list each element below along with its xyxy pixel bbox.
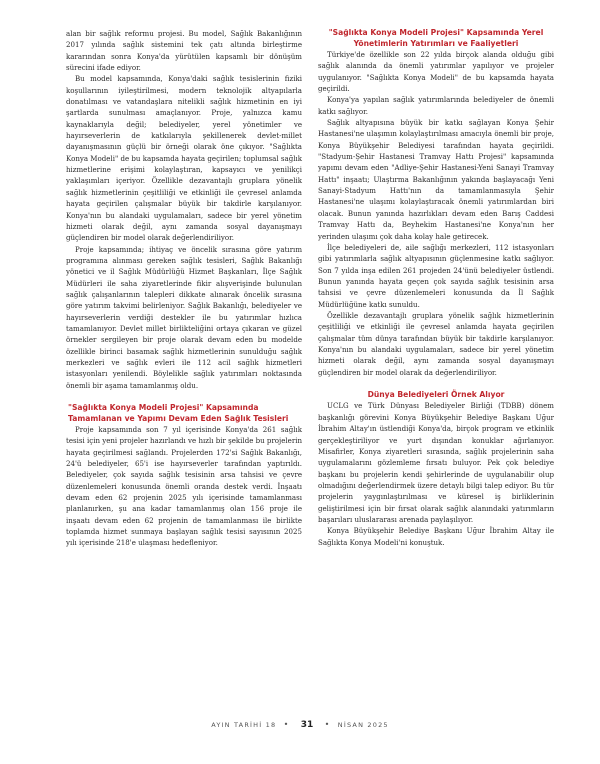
right-column bbox=[318, 28, 554, 548]
paragraph: Konya'ya yapılan sağlık yatırımlarında belediyeler de önemli katkı sağlıyor. bbox=[318, 95, 554, 116]
issue-date: NİSAN 2025 bbox=[337, 721, 389, 729]
paragraph: İlçe belediyeleri de, aile sağlığı merkezleri, 112 istasyonları gibi yatırımlarla sağlık altyapısının güçlenmesine katkı sağlıyor. Son 7 yılda inşa edilen 261 projeden 24'ünü belediyeler üstlendi. Bunun yanında hayata geçen çok sayıda sağlık tesisinin arsa tahsisi ve çevre düzenlemeleri konusunda da İl Sağlık Müdürlüğüne katkı sunuldu. bbox=[318, 242, 554, 309]
section-heading: "Sağlıkta Konya Modeli Projesi" Kapsamında Yerel Yönetimlerin Yatırımları ve Faaliyetleri bbox=[328, 28, 544, 48]
paragraph: Özellikle dezavantajlı gruplara yönelik sağlık hizmetlerinin çeşitliliği ve etkinliği ile çevresel anlamda hayata geçirilen çalışmalar tüm dünya tarafından büyük bir takdirle karşılanıyor. Konya'nın bu alandaki uygulamaları, sadece bir yerel yönetim hizmeti olarak değil, aynı zamanda sosyal dayanışmayı güçlendiren bir model olarak da değerlendiriliyor. bbox=[318, 310, 554, 377]
paragraph: UCLG ve Türk Dünyası Belediyeler Birliği (TDBB) dönem başkanlığı görevini Konya Büyükşehir Belediye Başkanı Uğur İbrahim Altay'ın üstlendiği Konya'da, birçok program ve etkinlik gerçekleştiriliyor ve yurt dışından konuklar ağırlanıyor. Misafirler, Konya ziyaretleri sırasında, sağlık projelerinin saha uygulamalarını gözlemleme fırsatı buluyor. Pek çok belediye başkanı bu projelerin kendi şehirlerinde de uygulanabilir olup olmadığını değerlendirmek üzere detaylı bilgi talep ediyor. Bu tür projelerin yaygınlaştırılması ve küresel iş birliklerinin geliştirilmesi için bir fırsat olarak sağlık alanındaki yatırımların başarıları uluslararası arenada paylaşılıyor. bbox=[318, 401, 554, 524]
page-footer bbox=[0, 720, 600, 730]
left-column bbox=[66, 28, 302, 549]
paragraph: Proje kapsamında; ihtiyaç ve öncelik sırasına göre yatırım programına alınması gereken sağlık tesisleri, Sağlık Bakanlığı yönetici ve il Sağlık Müdürlüğü Hizmet Başkanları, İlçe Sağlık Müdürleri ile saha ziyaretlerinde fikir alışverişinde bulunulan sağlık çalışanlarının talepleri dikkate alınarak öncelik sırasına göre yatırım takvimi belirleniyor. Sağlık Bakanlığı, belediyeler ve hayırseverlerin verdiği destekler ile bu yatırımlar hızlıca tamamlanıyor. Devlet millet birlikteliğini ortaya çıkaran ve güzel örnekler sergileyen bir proje olarak devam eden bu modelde özellikle birinci basamak sağlık hizmetlerinin sunulduğu sağlık merkezleri ve sağlık evleri ile 112 acil sağlık hizmetleri istasyonları yenilendi. Böylelikle sağlık yatırımları noktasında önemli bir aşama tamamlanmış oldu. bbox=[66, 244, 302, 390]
page-number: 31 bbox=[300, 720, 314, 730]
paragraph: Konya Büyükşehir Belediye Başkanı Uğur İbrahim Altay ile Sağlıkta Konya Modeli'ni konuştuk. bbox=[318, 526, 554, 547]
paragraph: Bu model kapsamında, Konya'daki sağlık tesislerinin fiziki koşullarının iyileştirilmesi, modern teknolojik altyapılarla donatılması ve vatandaşlara nitelikli sağlık hizmetinin en iyi şartlarda sunulması amaçlanıyor. Proje, yalnızca kamu kaynaklarıyla değil; belediyeler, yerel yönetimler ve hayırseverlerin de katkılarıyla şekillenerek devlet-millet dayanışmasının güçlü bir örneği olarak öne çıkıyor. "Sağlıkta Konya Modeli" de bu kapsamda hayata geçirilen; toplumsal sağlık hizmetlerine erişimi kolaylaştıran, kapsayıcı ve yenilikçi yaklaşımları içeriyor. Özellikle dezavantajlı gruplara yönelik sağlık hizmetlerinin çeşitliliği ve etkinliği ile çevresel anlamda hayata geçirilen çalışmalar büyük bir takdirle karşılanıyor. Konya'nın bu alandaki uygulamaları, sadece bir yerel yönetim hizmeti olarak değil, aynı zamanda sosyal dayanışmayı güçlendiren bir model olarak değerlendiriliyor. bbox=[66, 74, 302, 243]
paragraph: Türkiye'de özellikle son 22 yılda birçok alanda olduğu gibi sağlık alanında da önemli yatırımlar yapılıyor ve projeler uygulanıyor. "Sağlıkta Konya Modeli" de bu kapsamda hayata geçirildi. bbox=[318, 50, 554, 94]
bullet-separator: • bbox=[283, 720, 290, 729]
paragraph: Sağlık altyapısına büyük bir katkı sağlayan Konya Şehir Hastanesi'ne ulaşımın kolaylaştırılması amacıyla önemli bir proje, Konya Büyükşehir Belediyesi tarafından hayata geçirildi. "Stadyum-Şehir Hastanesi Tramvay Hattı Projesi" kapsamında yapımı devam eden "Adliye-Şehir Hastanesi-Yeni Sanayi Tramvay Hattı" inşaatı; Ulaştırma Bakanlığının yakında başlayacağı Yeni Sanayi-Stadyum Hattı'nın da tamamlanmasıyla Şehir Hastanesi'ne ulaşımı kolaylaştıracak önemli yatırımlardan biri olacak. Bunun yanında hazırlıkları devam eden Barış Caddesi Tramvay Hattı da, Beyhekim Hastanesi'ne Konya'nın her yerinden ulaşımı çok daha kolay hale getirecek. bbox=[318, 118, 554, 241]
bullet-separator: • bbox=[324, 720, 331, 729]
section-heading: Dünya Belediyeleri Örnek Alıyor bbox=[367, 389, 505, 399]
magazine-title: AYIN TARİHİ 18 bbox=[211, 721, 277, 729]
paragraph: alan bir sağlık reformu projesi. Bu model, Sağlık Bakanlığının 2017 yılında sağlık sistemini tek çatı altında birleştirme kararından sonra Konya'da yürütülen kapsamlı bir dönüşüm sürecini ifade ediyor. bbox=[66, 29, 302, 73]
section-heading: "Sağlıkta Konya Modeli Projesi" Kapsamında Tamamlanan ve Yapımı Devam Eden Sağlık Tesisleri bbox=[68, 403, 289, 423]
paragraph: Proje kapsamında son 7 yıl içerisinde Konya'da 261 sağlık tesisi için yeni projeler hazırlandı ve hızlı bir şekilde bu projelerin hayata geçirilmesi sağlandı. Projelerden 172'si Sağlık Bakanlığı, 24'ü belediyeler, 65'i ise hayırseverler tarafından yaptırıldı. Belediyeler, çok sayıda sağlık tesisinin arsa tahsisi ve çevre düzenlemeleri konusunda önemli oranda destek verdi. İnşaatı devam eden 62 projenin 2025 yılı içerisinde tamamlanması planlanırken, şu ana kadar tamamlanmış olan 156 proje ile inşaatı devam eden 62 projenin de tamamlanması ile birlikte toplamda hizmet sunmaya başlayan sağlık tesisi sayısının 2025 yılı içerisinde 218'e ulaşması hedefleniyor. bbox=[66, 425, 302, 548]
